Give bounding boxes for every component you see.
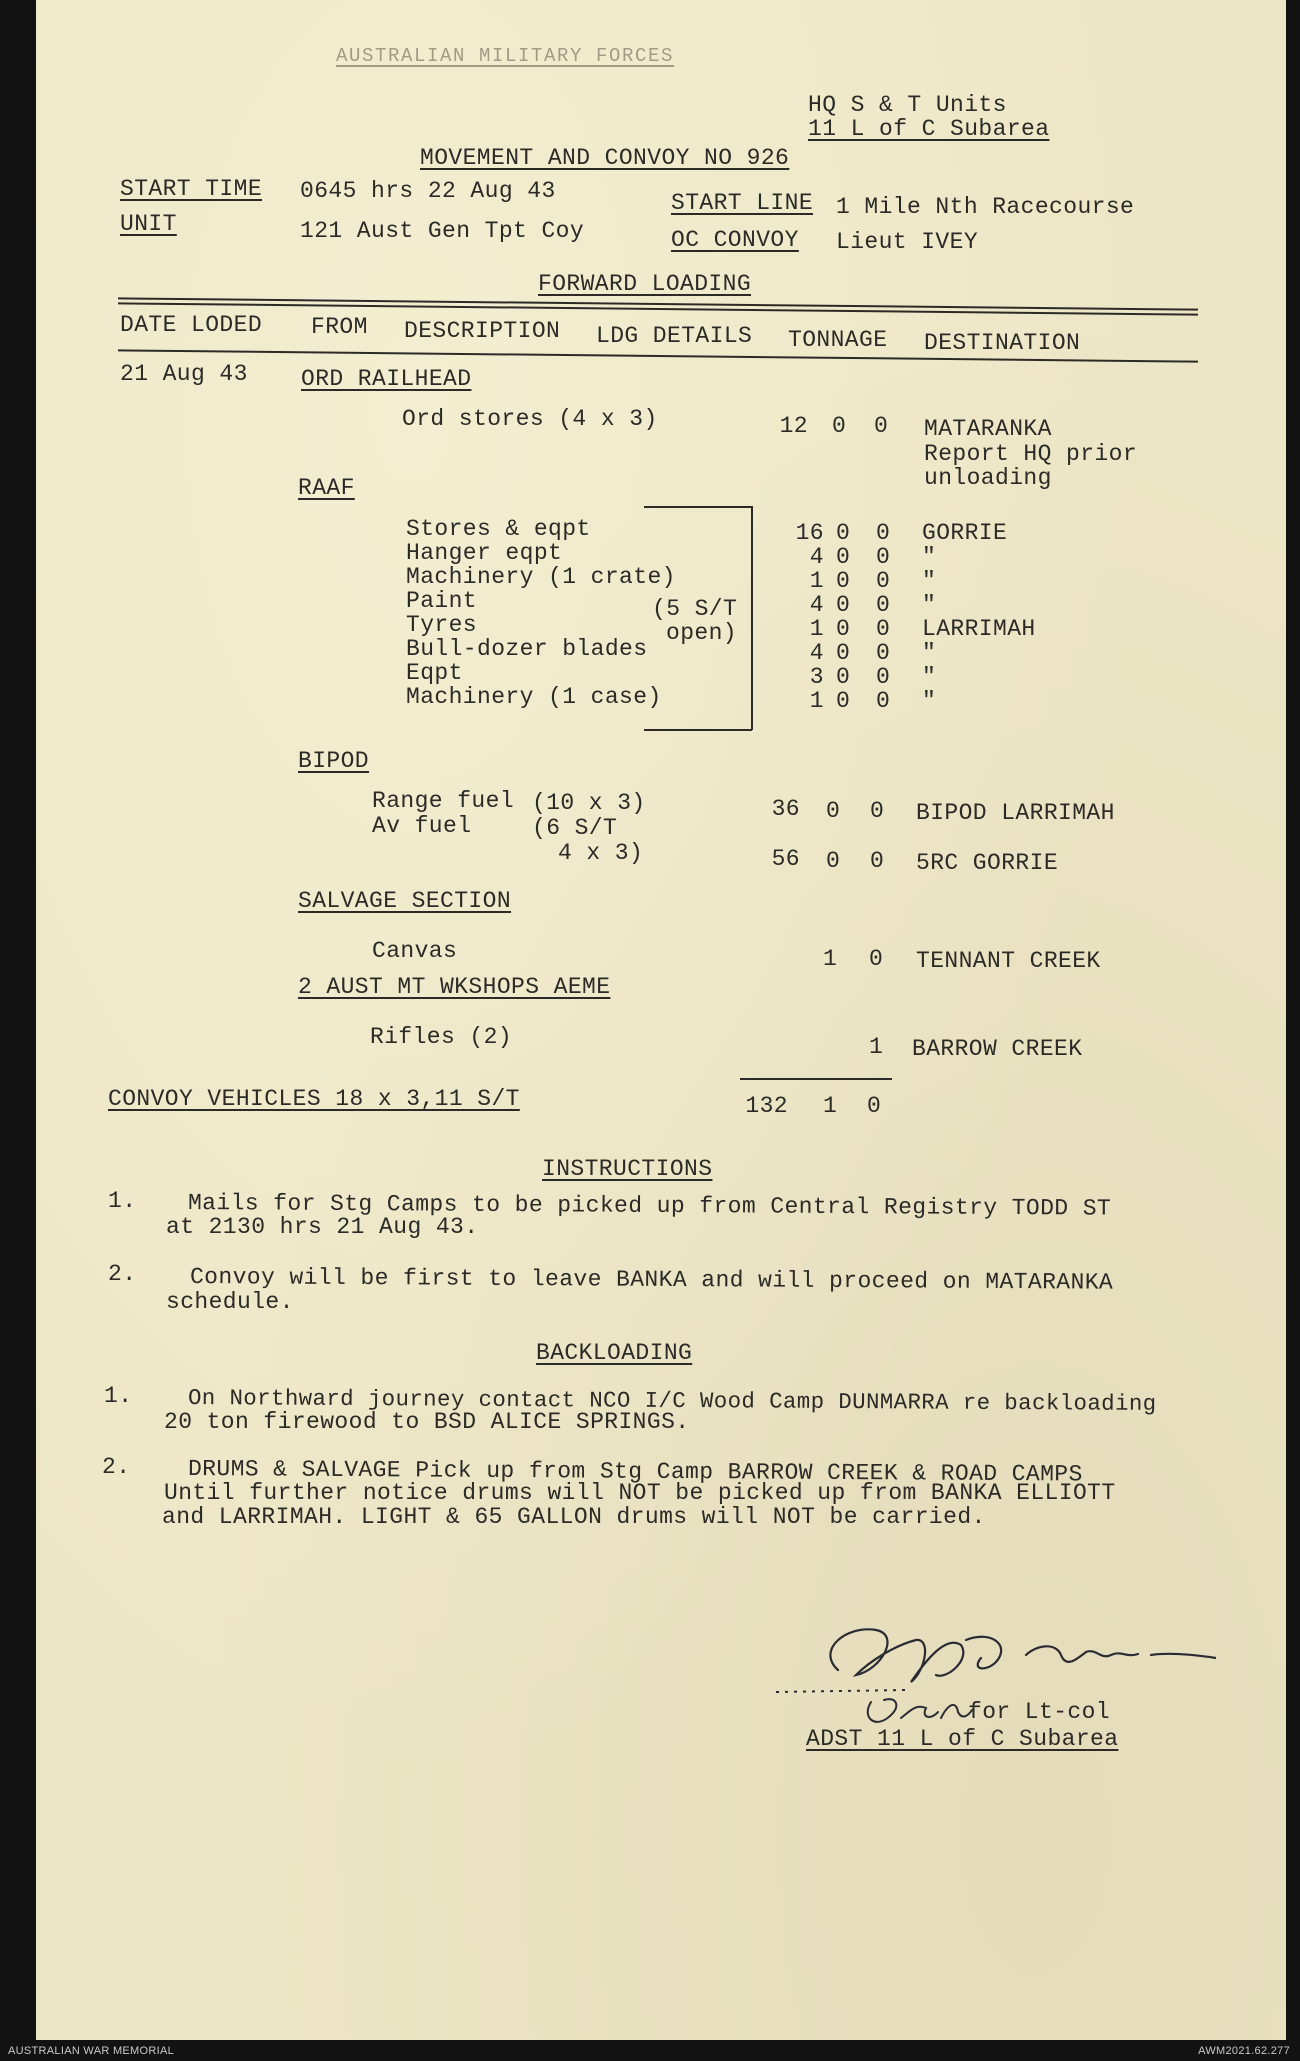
- backloading-2-num: 2.: [102, 1454, 131, 1480]
- raaf-item-qtr: 0: [876, 664, 891, 690]
- raaf-item-desc: Eqpt: [406, 660, 463, 686]
- footer-right: AWM2021.62.277: [1198, 2045, 1290, 2057]
- backloading-heading: BACKLOADING: [536, 1340, 693, 1366]
- backloading-1-line-2: 20 ton firewood to BSD ALICE SPRINGS.: [164, 1409, 690, 1435]
- instruction-2-num: 2.: [108, 1261, 137, 1287]
- raaf-item-qtr: 0: [876, 544, 891, 570]
- bipod-item-1-qtr: 0: [870, 798, 885, 824]
- salvage-item: Canvas: [372, 938, 458, 964]
- bipod-item-2-ldg-2: 4 x 3): [558, 840, 644, 866]
- hq-line-1: HQ S & T Units: [808, 92, 1007, 118]
- aeme-item: Rifles (2): [370, 1024, 513, 1050]
- ord-cwt: 0: [832, 413, 847, 439]
- raaf-item-dest: ": [922, 544, 937, 570]
- raaf-item-tons: 1: [809, 568, 824, 594]
- section-raaf: RAAF: [298, 475, 355, 501]
- total-rule: [740, 1078, 892, 1080]
- raaf-item-tons: 1: [809, 616, 824, 642]
- raaf-item-qtr: 0: [876, 640, 891, 666]
- ord-dest-2: Report HQ prior: [924, 441, 1138, 467]
- raaf-item-tons: 3: [809, 664, 824, 690]
- raaf-item-tons: 4: [809, 640, 824, 666]
- aeme-dest: BARROW CREEK: [912, 1036, 1083, 1062]
- raaf-item-tons: 1: [809, 688, 824, 714]
- raaf-item-tons: 16: [795, 520, 824, 546]
- ord-item: Ord stores (4 x 3): [402, 406, 658, 432]
- oc-convoy-label: OC CONVOY: [671, 227, 799, 253]
- instruction-1-line-1: Mails for Stg Camps to be picked up from Central Registry TODD ST: [187, 1190, 1112, 1222]
- bipod-item-2-qtr: 0: [870, 848, 885, 874]
- convoy-vehicles: CONVOY VEHICLES 18 x 3,11 S/T: [108, 1086, 520, 1112]
- col-from: FROM: [311, 314, 368, 340]
- start-line-value: 1 Mile Nth Racecourse: [836, 194, 1135, 220]
- raaf-item-dest: ": [922, 640, 937, 666]
- section-aeme: 2 AUST MT WKSHOPS AEME: [298, 974, 611, 1000]
- bipod-item-2-ldg-1: (6 S/T: [532, 815, 618, 841]
- bipod-item-1-tons: 36: [771, 796, 800, 822]
- raaf-ldg-details-2: open): [666, 620, 738, 646]
- raaf-item-qtr: 0: [876, 520, 891, 546]
- raaf-item-desc: Hanger eqpt: [406, 540, 563, 566]
- raaf-item-cwt: 0: [836, 688, 851, 714]
- total-cwt: 1: [823, 1093, 838, 1119]
- start-time-label: START TIME: [120, 176, 263, 202]
- ord-qtr: 0: [874, 413, 889, 439]
- raaf-item-desc: Machinery (1 case): [406, 684, 662, 710]
- raaf-ldg-details-1: (5 S/T: [652, 596, 738, 622]
- backloading-2-line-2: Until further notice drums will NOT be picked up from BANKA ELLIOTT: [164, 1480, 1116, 1506]
- raaf-item-qtr: 0: [876, 688, 891, 714]
- raaf-item-qtr: 0: [876, 568, 891, 594]
- raaf-item-dest: ": [922, 568, 937, 594]
- salvage-dest: TENNANT CREEK: [916, 948, 1101, 974]
- instruction-2-line-1: Convoy will be first to leave BANKA and will proceed on MATARANKA: [189, 1264, 1114, 1296]
- raaf-item-cwt: 0: [836, 592, 851, 618]
- bipod-item-2: Av fuel: [372, 813, 472, 839]
- hq-line-2: 11 L of C Subarea: [808, 116, 1050, 142]
- raaf-item-cwt: 0: [836, 568, 851, 594]
- footer-left: AUSTRALIAN WAR MEMORIAL: [8, 2045, 175, 2057]
- backloading-1-line-1: On Northward journey contact NCO I/C Wood Camp DUNMARRA re backloading: [187, 1385, 1157, 1417]
- col-destination: DESTINATION: [924, 330, 1081, 356]
- backloading-2-line-1: DRUMS & SALVAGE Pick up from Stg Camp BARROW CREEK & ROAD CAMPS: [187, 1456, 1083, 1488]
- section-bipod: BIPOD: [298, 748, 370, 774]
- raaf-item-dest: ": [922, 664, 937, 690]
- raaf-item-tons: 4: [809, 544, 824, 570]
- signature-title-line: ADST 11 L of C Subarea: [806, 1726, 1119, 1752]
- raaf-item-cwt: 0: [836, 664, 851, 690]
- unit-value: 121 Aust Gen Tpt Coy: [300, 218, 585, 244]
- raaf-item-qtr: 0: [876, 592, 891, 618]
- bipod-item-2-dest: 5RC GORRIE: [916, 850, 1059, 876]
- raaf-item-dest: LARRIMAH: [922, 616, 1036, 642]
- date-loaded: 21 Aug 43: [120, 361, 248, 387]
- col-tonnage: TONNAGE: [788, 327, 888, 353]
- bipod-item-1-ldg: (10 x 3): [532, 790, 646, 816]
- section-ord-railhead: ORD RAILHEAD: [301, 366, 472, 392]
- backloading-2-line-3: and LARRIMAH. LIGHT & 65 GALLON drums will NOT be carried.: [162, 1504, 986, 1530]
- total-qtr: 0: [867, 1093, 882, 1119]
- raaf-item-dest: ": [922, 688, 937, 714]
- org-line: AUSTRALIAN MILITARY FORCES: [336, 45, 675, 67]
- col-ldg-details: LDG DETAILS: [596, 323, 753, 349]
- raaf-item-tons: 4: [809, 592, 824, 618]
- start-line-label: START LINE: [671, 190, 814, 216]
- salvage-qtr: 0: [869, 946, 884, 972]
- raaf-item-desc: Paint: [406, 588, 478, 614]
- raaf-item-dest: GORRIE: [922, 520, 1008, 546]
- raaf-item-cwt: 0: [836, 544, 851, 570]
- forward-loading-heading: FORWARD LOADING: [538, 271, 752, 297]
- instruction-1-line-2: at 2130 hrs 21 Aug 43.: [166, 1214, 479, 1240]
- bipod-item-2-tons: 56: [771, 846, 800, 872]
- instruction-1-num: 1.: [108, 1188, 137, 1214]
- document-title: MOVEMENT AND CONVOY NO 926: [420, 145, 790, 171]
- raaf-item-dest: ": [922, 592, 937, 618]
- raaf-bracket-bottom: [644, 729, 752, 731]
- bipod-item-1-dest: BIPOD LARRIMAH: [916, 800, 1115, 826]
- instructions-heading: INSTRUCTIONS: [542, 1156, 713, 1182]
- section-salvage: SALVAGE SECTION: [298, 888, 512, 914]
- raaf-item-cwt: 0: [836, 616, 851, 642]
- raaf-bracket-side: [751, 506, 753, 730]
- ord-tons: 12: [779, 413, 808, 439]
- backloading-1-num: 1.: [104, 1383, 133, 1409]
- start-time-value: 0645 hrs 22 Aug 43: [300, 178, 556, 204]
- instruction-2-line-2: schedule.: [166, 1289, 294, 1315]
- bipod-item-1: Range fuel: [372, 788, 515, 814]
- signature-for-line: for Lt-col: [968, 1699, 1111, 1725]
- document-page: [36, 0, 1286, 2040]
- raaf-item-desc: Tyres: [406, 612, 478, 638]
- raaf-bracket-top: [644, 506, 752, 508]
- bipod-item-2-cwt: 0: [826, 848, 841, 874]
- col-description: DESCRIPTION: [404, 318, 561, 344]
- bipod-item-1-cwt: 0: [826, 798, 841, 824]
- col-date: DATE LODED: [120, 312, 263, 338]
- total-tons: 132: [745, 1093, 788, 1119]
- aeme-qtr: 1: [869, 1034, 884, 1060]
- raaf-item-desc: Bull-dozer blades: [406, 636, 648, 662]
- unit-label: UNIT: [120, 211, 177, 237]
- ord-dest-1: MATARANKA: [924, 416, 1052, 442]
- salvage-cwt: 1: [823, 946, 838, 972]
- raaf-item-cwt: 0: [836, 640, 851, 666]
- raaf-item-desc: Stores & eqpt: [406, 516, 591, 542]
- raaf-item-cwt: 0: [836, 520, 851, 546]
- oc-convoy-value: Lieut IVEY: [836, 229, 979, 255]
- ord-dest-3: unloading: [924, 465, 1052, 491]
- raaf-item-desc: Machinery (1 crate): [406, 564, 676, 590]
- raaf-item-qtr: 0: [876, 616, 891, 642]
